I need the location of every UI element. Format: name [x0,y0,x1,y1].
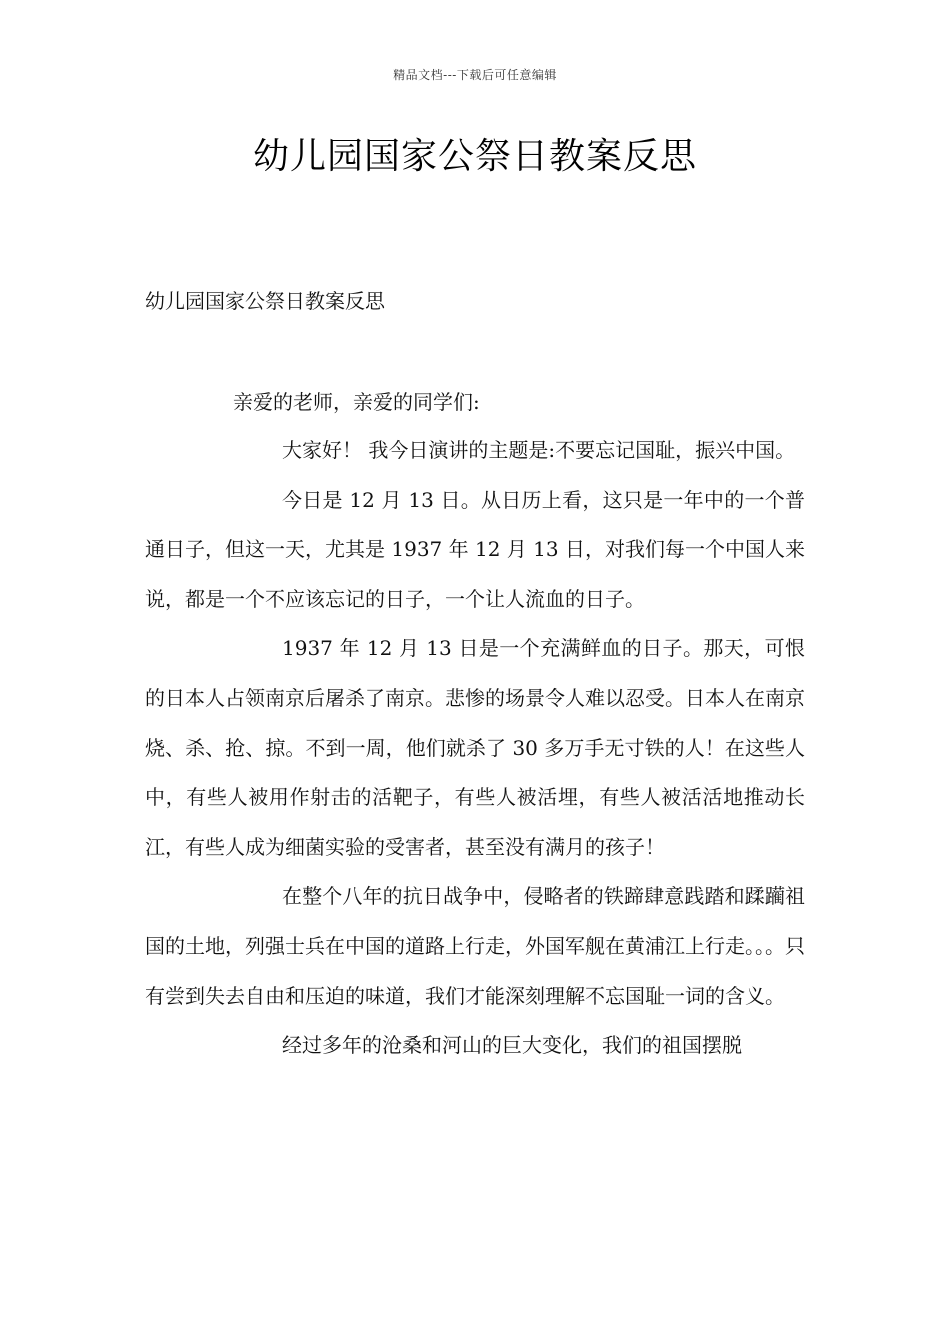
paragraph: 今日是 12 月 13 日。从日历上看，这只是一年中的一个普通日子，但这一天，尤其是 1937 年 12 月 13 日，对我们每一个中国人来说，都是一个不应该忘记的日子，一个让人流血的日子。 [145,487,805,611]
paragraph: 1937 年 12 月 13 日是一个充满鲜血的日子。那天，可恨的日本人占领南京后屠杀了南京。悲惨的场景令人难以忍受。日本人在南京烧、杀、抢、掠。不到一周，他们就杀了 30 多万手无寸铁的人！在这些人中，有些人被用作射击的活靶子，有些人被活埋，有些人被活活地推动长江，有些人成为细菌实验的受害者，甚至没有满月的孩子！ [145,636,805,859]
paragraph: 经过多年的沧桑和河山的巨大变化，我们的祖国摆脱 [282,1033,742,1058]
header-note: 精品文档---下载后可任意编辑 [393,68,557,82]
body-text [145,426,805,1071]
document-subtitle: 幼儿园国家公祭日教案反思 [145,289,385,313]
paragraph: 大家好！ 我今日演讲的主题是:不要忘记国耻，振兴中国。 [282,438,796,462]
document-title: 幼儿园国家公祭日教案反思 [252,136,697,177]
salutation: 亲爱的老师，亲爱的同学们: [233,390,480,414]
paragraph: 在整个八年的抗日战争中，侵略者的铁蹄肆意践踏和蹂躏祖国的土地，列强士兵在中国的道路上行走，外国军舰在黄浦江上行走。。。只有尝到失去自由和压迫的味道，我们才能深刻理解不忘国耻一词的含义。 [145,884,805,1008]
